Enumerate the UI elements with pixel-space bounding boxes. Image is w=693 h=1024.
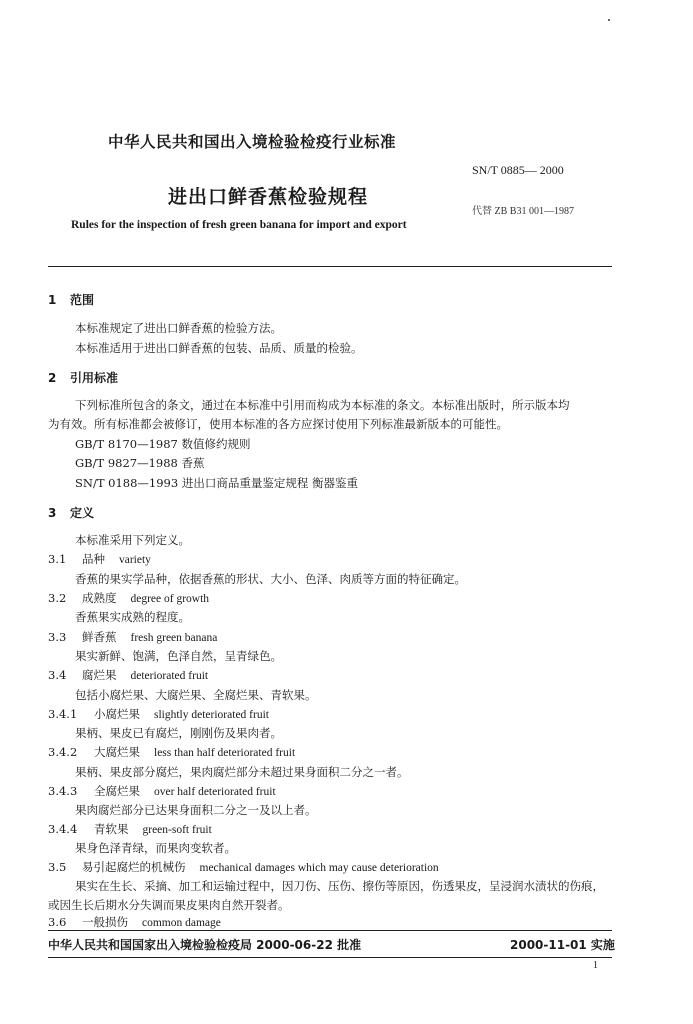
definition-term	[48, 629, 217, 645]
term-en: green-soft fruit	[142, 824, 212, 836]
reference-item: GB/T 9827—1988 香蕉	[75, 456, 205, 470]
term-en: mechanical damages which may cause deterioration	[199, 862, 439, 874]
term-cn: 小腐烂果	[94, 707, 140, 721]
definition-term	[48, 783, 276, 799]
definition-term	[48, 821, 212, 837]
term-definition-line: 果实在生长、采摘、加工和运输过程中，因刀伤、压伤、擦伤等原因，伤透果皮，呈浸润水渍状的伤痕，	[75, 879, 604, 893]
reference-item: GB/T 8170—1987 数值修约规则	[75, 437, 251, 451]
term-number: 3.4	[48, 668, 67, 682]
term-cn: 鲜香蕉	[82, 630, 117, 644]
document-title-en: Rules for the inspection of fresh green banana for import and export	[71, 219, 407, 231]
paragraph: 本标准规定了进出口鲜香蕉的检验方法。	[75, 321, 282, 335]
section-3-heading	[48, 504, 94, 521]
section-title: 定义	[70, 506, 95, 520]
footer-divider-top	[48, 930, 612, 931]
replaces-standard: 代替 ZB B31 001—1987	[472, 206, 574, 217]
section-number: 1	[48, 293, 57, 307]
term-number: 3.6	[48, 915, 67, 929]
paragraph-line: 为有效。所有标准都会被修订，使用本标准的各方应探讨使用下列标准最新版本的可能性。	[48, 417, 508, 431]
term-en: deteriorated fruit	[130, 670, 209, 682]
section-number: 3	[48, 506, 57, 520]
term-en: common damage	[142, 917, 221, 929]
section-title: 引用标准	[70, 371, 119, 385]
term-number: 3.4.3	[48, 784, 78, 798]
term-definition: 果柄、果皮已有腐烂，刚刚伤及果肉者。	[75, 726, 282, 740]
term-cn: 大腐烂果	[94, 745, 140, 759]
document-title-cn: 进出口鲜香蕉检验规程	[168, 186, 369, 208]
header-divider	[48, 266, 612, 267]
definition-term	[48, 551, 151, 567]
term-en: degree of growth	[130, 593, 210, 605]
term-number: 3.4.2	[48, 745, 78, 759]
term-definition-line: 或因生长后期水分失调而果皮果肉自然开裂者。	[48, 898, 290, 912]
section-2-heading	[48, 369, 118, 386]
scan-speck	[608, 19, 610, 21]
term-cn: 品种	[82, 552, 105, 566]
term-definition: 果实新鲜、饱满，色泽自然，呈青绿色。	[75, 649, 282, 663]
term-number: 3.2	[48, 591, 67, 605]
term-en: variety	[119, 554, 151, 566]
paragraph: 本标准适用于进出口鲜香蕉的包装、品质、质量的检验。	[75, 341, 363, 355]
term-cn: 青软果	[94, 822, 129, 836]
term-cn: 一般损伤	[82, 915, 128, 929]
term-number: 3.4.4	[48, 822, 78, 836]
section-title: 范围	[70, 293, 95, 307]
page-number: 1	[593, 960, 598, 971]
definition-term	[48, 914, 221, 930]
approval-note: 中华人民共和国国家出入境检验检疫局 2000-06-22 批准	[48, 938, 362, 952]
term-definition: 果身色泽青绿，而果肉变软者。	[75, 841, 236, 855]
term-cn: 全腐烂果	[94, 784, 140, 798]
definition-term	[48, 706, 269, 722]
paragraph-line: 下列标准所包含的条文，通过在本标准中引用而构成为本标准的条文。本标准出版时，所示版本均	[75, 398, 570, 412]
section-1-heading	[48, 291, 94, 308]
definition-term	[48, 667, 208, 683]
term-en: less than half deteriorated fruit	[154, 747, 296, 759]
term-number: 3.1	[48, 552, 67, 566]
term-number: 3.4.1	[48, 707, 78, 721]
term-definition: 果肉腐烂部分已达果身面积二分之一及以上者。	[75, 803, 317, 817]
term-definition: 香蕉果实成熟的程度。	[75, 610, 190, 624]
footer-divider-bottom	[48, 957, 612, 958]
term-cn: 易引起腐烂的机械伤	[82, 860, 186, 874]
definition-term	[48, 590, 209, 606]
term-definition: 果柄、果皮部分腐烂，果肉腐烂部分未超过果身面积二分之一者。	[75, 765, 409, 779]
term-en: slightly deteriorated fruit	[154, 709, 269, 721]
definition-term	[48, 859, 439, 875]
term-number: 3.5	[48, 860, 67, 874]
implementation-date: 2000-11-01 实施	[510, 938, 615, 952]
term-en: over half deteriorated fruit	[154, 786, 276, 798]
section-number: 2	[48, 371, 57, 385]
term-cn: 腐烂果	[82, 668, 117, 682]
reference-item: SN/T 0188—1993 进出口商品重量鉴定规程 衡器鉴重	[75, 476, 358, 490]
term-cn: 成熟度	[82, 591, 117, 605]
term-number: 3.3	[48, 630, 67, 644]
organization-heading: 中华人民共和国出入境检验检疫行业标准	[108, 133, 397, 151]
definition-term	[48, 744, 295, 760]
term-definition: 包括小腐烂果、大腐烂果、全腐烂果、青软果。	[75, 688, 317, 702]
term-definition: 香蕉的果实学品种，依据香蕉的形状、大小、色泽、肉质等方面的特征确定。	[75, 572, 466, 586]
term-en: fresh green banana	[130, 632, 218, 644]
paragraph: 本标准采用下列定义。	[75, 533, 190, 547]
standard-code: SN/T 0885— 2000	[472, 163, 564, 177]
